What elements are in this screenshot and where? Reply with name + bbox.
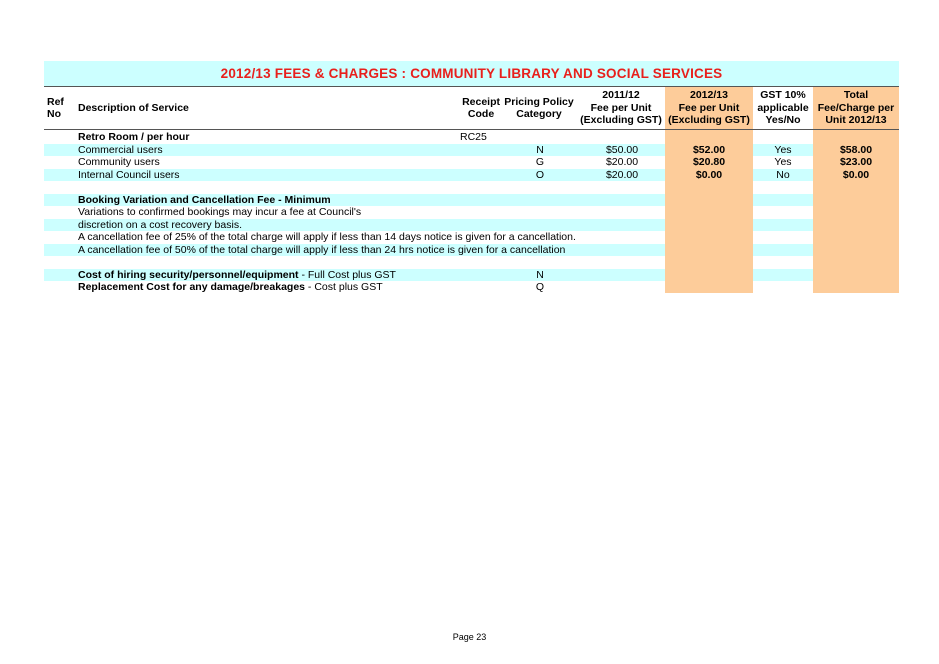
row-total: $23.00 xyxy=(839,156,873,168)
row-fee-2011-12: $20.00 xyxy=(605,168,639,181)
row-pricing-category: O xyxy=(535,168,545,181)
table-row xyxy=(44,131,899,143)
row-description: Commercial users xyxy=(78,143,163,156)
row-description: Cost of hiring security/personnel/equipment - Full Cost plus GST xyxy=(78,268,396,281)
header-total: Total Fee/Charge per Unit 2012/13 xyxy=(817,89,895,127)
row-fee-2011-12: $20.00 xyxy=(605,156,639,168)
row-receipt-code: RC25 xyxy=(460,131,487,143)
header-gst: GST 10% applicable Yes/No xyxy=(757,89,809,127)
table-row xyxy=(44,281,899,293)
page-number: Page 23 xyxy=(452,632,487,642)
row-fee-2012-13: $0.00 xyxy=(695,168,723,181)
row-pricing-category: G xyxy=(535,156,545,168)
row-description: Booking Variation and Cancellation Fee - Minimum xyxy=(78,193,331,206)
header-divider xyxy=(44,129,899,130)
header-pricing-policy: Pricing Policy Category xyxy=(504,95,574,120)
table-row xyxy=(44,244,899,256)
row-description: A cancellation fee of 25% of the total charge will apply if less than 14 days notice is given for a cancellation. xyxy=(78,231,576,243)
table-row xyxy=(44,231,899,243)
row-gst: Yes xyxy=(774,156,792,168)
row-fee-2012-13: $20.80 xyxy=(692,156,726,168)
row-pricing-category: N xyxy=(536,143,544,156)
row-total: $0.00 xyxy=(842,168,870,181)
row-gst: No xyxy=(776,168,790,181)
row-pricing-category: N xyxy=(536,268,544,281)
row-description: Replacement Cost for any damage/breakages - Cost plus GST xyxy=(78,281,383,293)
table-row xyxy=(44,169,899,181)
row-description: Variations to confirmed bookings may incur a fee at Council's xyxy=(78,206,362,218)
header-ref-no: Ref No xyxy=(47,95,64,120)
page-title: 2012/13 FEES & CHARGES : COMMUNITY LIBRARY AND SOCIAL SERVICES xyxy=(44,61,899,87)
header-fee-2011-12: 2011/12 Fee per Unit (Excluding GST) xyxy=(580,89,662,127)
row-description: Retro Room / per hour xyxy=(78,131,190,143)
header-fee-2012-13: 2012/13 Fee per Unit (Excluding GST) xyxy=(668,89,750,127)
table-row xyxy=(44,219,899,231)
table-row xyxy=(44,156,899,168)
row-fee-2011-12: $50.00 xyxy=(605,143,639,156)
table-row xyxy=(44,269,899,281)
header-receipt-code: Receipt Code xyxy=(462,95,500,120)
row-description: Internal Council users xyxy=(78,168,180,181)
header-description: Description of Service xyxy=(78,101,189,114)
row-description: Community users xyxy=(78,156,160,168)
table-row xyxy=(44,194,899,206)
table-row xyxy=(44,206,899,218)
table-row xyxy=(44,181,899,193)
row-fee-2012-13: $52.00 xyxy=(692,143,726,156)
table-row xyxy=(44,256,899,268)
table-row xyxy=(44,144,899,156)
row-pricing-category: Q xyxy=(535,281,545,293)
row-total: $58.00 xyxy=(839,143,873,156)
row-description: discretion on a cost recovery basis. xyxy=(78,218,242,231)
row-description: A cancellation fee of 50% of the total charge will apply if less than 24 hrs notice is given for a cancellation xyxy=(78,243,566,256)
row-gst: Yes xyxy=(774,143,792,156)
